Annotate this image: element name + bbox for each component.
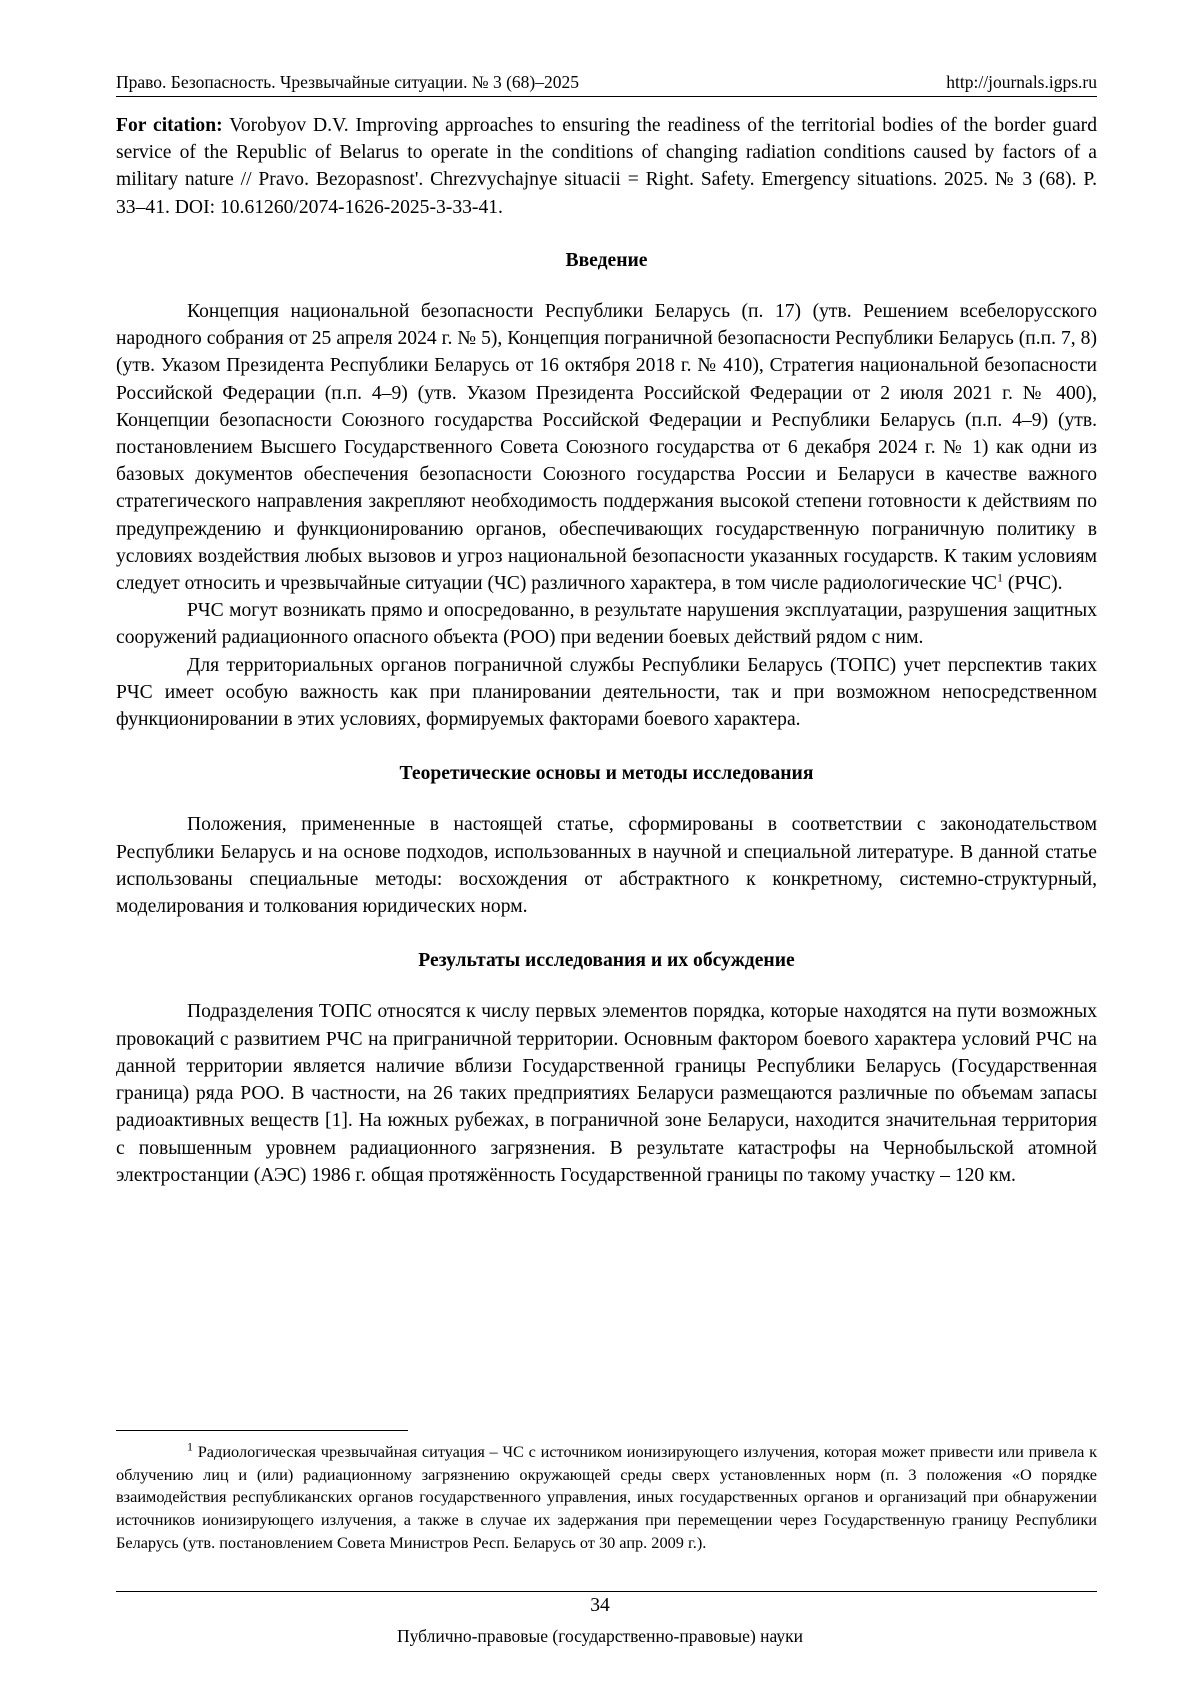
intro-paragraph-3: Для территориальных органов пограничной службы Республики Беларусь (ТОПС) учет перспектив таких РЧС имеет особую важность как при планировании деятельности, так и при возможном непосредственном функционировании в этих условиях, формируемых факторами боевого характера. [116, 654, 1097, 731]
citation-label: For citation: [116, 115, 223, 136]
footnote-separator [116, 1430, 408, 1431]
heading-theory-methods: Теоретические основы и методы исследования [399, 763, 814, 785]
page-number: 34 [590, 1595, 610, 1616]
running-header [116, 70, 1097, 97]
footer-section-title: Публично-правовые (государственно-правовые) науки [396, 1626, 804, 1646]
results-paragraph-1: Подразделения ТОПС относятся к числу первых элементов порядка, которые находятся на пути возможных провокаций с развитием РЧС на приграничной территории. Основным фактором боевого характера условий РЧС на данной территории является наличие вблизи Государственной границы Республики Беларусь (Государственная граница) ряда РОО. В частности, на 26 таких предприятиях Беларуси размещаются различные по объемам запасы радиоактивных веществ [1]. На южных рубежах, в пограничной зоне Беларуси, находится значительная территория с повышенным уровнем радиационного загрязнения. В результате катастрофы на Чернобыльской атомной электростанции (АЭС) 1986 г. общая протяжённость Государственной границы по такому участку – 120 км. [116, 1001, 1097, 1186]
intro-paragraph-1 [116, 298, 1097, 597]
citation-text: Vorobyov D.V. Improving approaches to ensuring the readiness of the territorial bodies of the border guard service of the Republic of Belarus to operate in the conditions of changing radiation conditions caused by factors of a military nature // Pravo. Bezopasnost'. Chrezvychajnye situacii = Right. Safety. Emergency situations. 2025. № 3 (68). P. 33–41. DOI: 10.61260/2074-1626-2025-3-33-41. [116, 115, 1097, 218]
footnote-block [116, 1441, 1097, 1555]
intro-paragraph-2: РЧС могут возникать прямо и опосредованно, в результате нарушения эксплуатации, разрушения защитных сооружений радиационного опасного объекта (РОО) при ведении боевых действий рядом с ним. [116, 600, 1097, 649]
intro-paragraph-1-end: (РЧС). [1003, 573, 1063, 595]
footnote-reference[interactable]: 1 [997, 570, 1003, 585]
heading-results-discussion: Результаты исследования и их обсуждение [418, 950, 795, 972]
footer-separator [116, 1591, 1097, 1592]
footnote-text: Радиологическая чрезвычайная ситуация – ЧС с источником ионизирующего излучения, которая может привести или привела к облучению лиц и (или) радиационному загрязнению окружающей среды сверх установленных норм (п. 3 положения «О порядке взаимодействия республиканских органов государственного управления, иных государственных органов и организаций при обнаружении источников ионизирующего излучения, а также в случае их задержания при перемещении через Государственную границу Республики Беларусь (утв. постановлением Совета Министров Респ. Беларусь от 30 апр. 2009 г.). [116, 1442, 1097, 1552]
citation-block [116, 112, 1097, 221]
theory-paragraph-1: Положения, примененные в настоящей статье, сформированы в соответствии с законодательством Республики Беларусь и на основе подходов, использованных в научной и специальной литературе. В данной статье использованы специальные методы: восхождения от абстрактного к конкретному, системно-структурный, моделирования и толкования юридических норм. [116, 814, 1097, 918]
article-body [116, 112, 1097, 1189]
footnote-mark: 1 [187, 1439, 193, 1454]
footnote-1 [116, 1441, 1097, 1555]
journal-title: Право. Безопасность. Чрезвычайные ситуации. № 3 (68)–2025 [116, 72, 580, 92]
heading-introduction: Введение [565, 249, 648, 271]
journal-url[interactable]: http://journals.igps.ru [946, 72, 1097, 92]
intro-paragraph-1-text: Концепция национальной безопасности Республики Беларусь (п. 17) (утв. Решением всебелорусского народного собрания от 25 апреля 2024 г. № 5), Концепция пограничной безопасности Республики Беларусь (п.п. 7, 8) (утв. Указом Президента Республики Беларусь от 16 октября 2018 г. № 410), Стратегия национальной безопасности Российской Федерации (п.п. 4–9) (утв. Указом Президента Российской Федерации от 2 июля 2021 г. № 400), Концепции безопасности Союзного государства Российской Федерации и Республики Беларусь (п.п. 4–9) (утв. постановлением Высшего Государственного Совета Союзного государства от 6 декабря 2024 г. № 1) как одни из базовых документов обеспечения безопасности Союзного государства России и Беларуси в качестве важного стратегического направления закрепляют необходимость поддержания высокой степени готовности к действиям по предупреждению и функционированию органов, обеспечивающих государственную пограничную политику в условиях воздействия любых вызовов и угроз национальной безопасности указанных государств. К таким условиям следует относить и чрезвычайные ситуации (ЧС) различного характера, в том числе радиологические ЧС [116, 301, 1097, 595]
